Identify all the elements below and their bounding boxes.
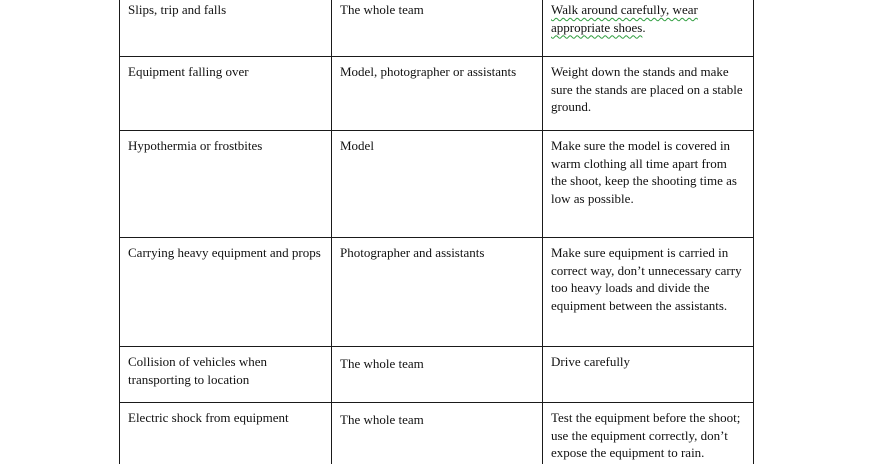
- who-at-risk-cell[interactable]: Model, photographer or assistants: [332, 57, 543, 131]
- who-at-risk-cell[interactable]: Photographer and assistants: [332, 238, 543, 347]
- who-at-risk-cell[interactable]: Model: [332, 131, 543, 238]
- hazard-cell[interactable]: Hypothermia or frostbites: [120, 131, 332, 238]
- table-row: [120, 131, 754, 238]
- control-measure-cell[interactable]: Make sure the model is covered in warm clothing all time apart from the shoot, keep the shooting time as low as possible.: [543, 131, 754, 238]
- who-at-risk-text: The whole team: [340, 356, 424, 371]
- hazard-cell[interactable]: Electric shock from equipment: [120, 403, 332, 464]
- control-measure-cell[interactable]: Test the equipment before the shoot; use the equipment correctly, don’t expose the equipment to rain.: [543, 403, 754, 464]
- who-at-risk-cell[interactable]: [332, 347, 543, 403]
- control-measure-cell[interactable]: [543, 0, 754, 57]
- who-at-risk-cell[interactable]: The whole team: [332, 0, 543, 57]
- control-text-suffix: .: [642, 19, 646, 35]
- table-row: [120, 347, 754, 403]
- table-row: [120, 403, 754, 464]
- who-at-risk-text: The whole team: [340, 412, 424, 427]
- hazard-cell[interactable]: Carrying heavy equipment and props: [120, 238, 332, 347]
- control-measure-cell[interactable]: Drive carefully: [543, 347, 754, 403]
- risk-assessment-table: [119, 0, 754, 464]
- table-row: [120, 238, 754, 347]
- hazard-cell[interactable]: Collision of vehicles when transporting to location: [120, 347, 332, 403]
- control-measure-cell[interactable]: Weight down the stands and make sure the stands are placed on a stable ground.: [543, 57, 754, 131]
- hazard-cell[interactable]: Equipment falling over: [120, 57, 332, 131]
- who-at-risk-cell[interactable]: [332, 403, 543, 464]
- table-row: [120, 57, 754, 131]
- hazard-cell[interactable]: Slips, trip and falls: [120, 0, 332, 57]
- spellcheck-flagged-text: Walk around carefully, wear appropriate shoes: [551, 2, 698, 35]
- control-measure-cell[interactable]: Make sure equipment is carried in correct way, don’t unnecessary carry too heavy loads and divide the equipment between the assistants.: [543, 238, 754, 347]
- table-row: [120, 0, 754, 57]
